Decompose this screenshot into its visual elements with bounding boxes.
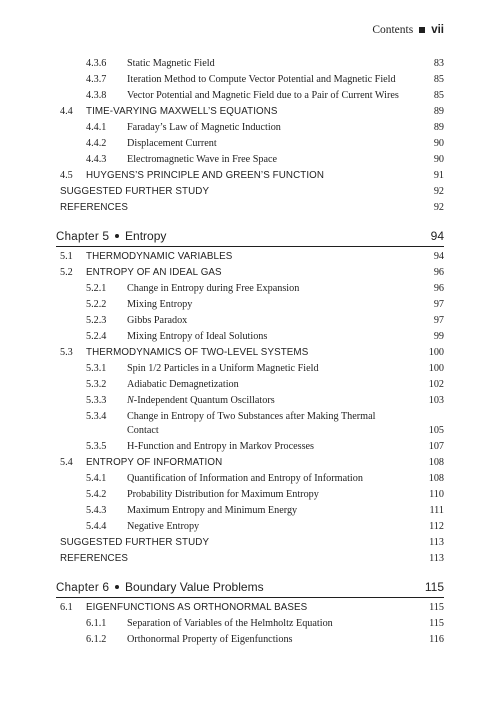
entry-title: Change in Entropy of Two Substances after Making Thermal Contact bbox=[127, 411, 376, 436]
toc-entry[interactable] bbox=[56, 265, 444, 281]
header-label: Contents bbox=[372, 24, 414, 36]
entry-page: 96 bbox=[433, 267, 444, 278]
toc-entry[interactable] bbox=[56, 377, 444, 393]
entry-number: 5.3.4 bbox=[86, 411, 107, 422]
entry-number: 6.1.1 bbox=[86, 618, 107, 629]
entry-title: Vector Potential and Magnetic Field due to a Pair of Current Wires bbox=[127, 90, 399, 101]
entry-number: 5.3.1 bbox=[86, 363, 107, 374]
entry-number: 5.3.3 bbox=[86, 395, 107, 406]
entry-page: 115 bbox=[429, 602, 444, 613]
toc-entry[interactable] bbox=[56, 72, 444, 88]
chapter-number: 6 bbox=[102, 580, 110, 594]
entry-number: 5.4.4 bbox=[86, 521, 107, 532]
chapter-page: 115 bbox=[424, 580, 444, 594]
entry-title: Negative Entropy bbox=[127, 521, 200, 532]
entry-page: 102 bbox=[428, 379, 444, 390]
entry-number: 5.2.2 bbox=[86, 299, 107, 310]
chapter-title: Entropy bbox=[125, 229, 167, 243]
toc-entry[interactable] bbox=[56, 152, 444, 168]
chapter-title: Boundary Value Problems bbox=[125, 580, 264, 594]
entry-title: Displacement Current bbox=[127, 138, 217, 149]
toc-entry[interactable] bbox=[56, 503, 444, 519]
chapter-number: 5 bbox=[102, 229, 110, 243]
chapter-label: Chapter bbox=[56, 231, 100, 243]
toc-entry[interactable] bbox=[56, 345, 444, 361]
entry-title: Quantification of Information and Entropy of Information bbox=[127, 473, 363, 484]
entry-number: 4.3.6 bbox=[86, 58, 107, 69]
entry-number: 4.4.2 bbox=[86, 138, 107, 149]
entry-number: 5.3.2 bbox=[86, 379, 107, 390]
toc-entry[interactable] bbox=[56, 249, 444, 265]
toc-entry[interactable] bbox=[56, 88, 444, 104]
entry-title: Orthonormal Property of Eigenfunctions bbox=[127, 634, 293, 645]
toc-entry[interactable] bbox=[56, 600, 444, 616]
entry-title: Gibbs Paradox bbox=[127, 315, 188, 326]
toc-entry[interactable] bbox=[56, 616, 444, 632]
entry-title: Change in Entropy during Free Expansion bbox=[127, 283, 300, 294]
toc-entry[interactable] bbox=[56, 487, 444, 503]
entry-number: 4.4 bbox=[60, 106, 73, 117]
entry-title: Faraday’s Law of Magnetic Induction bbox=[127, 122, 281, 133]
entry-number: 6.1 bbox=[60, 602, 73, 613]
entry-number: 5.3.5 bbox=[86, 441, 107, 452]
entry-page: 100 bbox=[428, 363, 444, 374]
entry-page: 92 bbox=[433, 186, 444, 197]
entry-page: 92 bbox=[433, 202, 444, 213]
entry-page: 112 bbox=[429, 521, 444, 532]
entry-title: HUYGENS’S PRINCIPLE AND GREEN’S FUNCTION bbox=[86, 170, 325, 181]
entry-number: 5.4 bbox=[60, 457, 73, 468]
toc-entry[interactable] bbox=[56, 184, 444, 200]
entry-title: REFERENCES bbox=[60, 553, 128, 564]
entry-page: 96 bbox=[433, 283, 444, 294]
entry-page: 111 bbox=[429, 505, 444, 516]
entry-page: 85 bbox=[433, 74, 444, 85]
header-page-number: vii bbox=[431, 24, 444, 36]
chapter-label: Chapter bbox=[56, 582, 100, 594]
entry-title: TIME-VARYING MAXWELL’S EQUATIONS bbox=[86, 106, 278, 117]
entry-title: SUGGESTED FURTHER STUDY bbox=[60, 186, 210, 197]
entry-number: 4.4.1 bbox=[86, 122, 107, 133]
entry-page: 115 bbox=[429, 618, 444, 629]
entry-page: 113 bbox=[429, 553, 444, 564]
toc-entry[interactable] bbox=[56, 120, 444, 136]
entry-page: 108 bbox=[428, 457, 444, 468]
chapter-heading-6[interactable] bbox=[56, 577, 444, 598]
entry-title: Electromagnetic Wave in Free Space bbox=[127, 154, 278, 165]
entry-number: 5.2.1 bbox=[86, 283, 107, 294]
entry-title: EIGENFUNCTIONS AS ORTHONORMAL BASES bbox=[86, 602, 308, 613]
entry-page: 116 bbox=[429, 634, 444, 645]
entry-page: 94 bbox=[433, 251, 444, 262]
entry-page: 108 bbox=[428, 473, 444, 484]
toc-entry[interactable] bbox=[56, 168, 444, 184]
entry-title: Mixing Entropy of Ideal Solutions bbox=[127, 331, 268, 342]
toc-entry[interactable] bbox=[56, 551, 444, 567]
entry-title: H-Function and Entropy in Markov Processes bbox=[127, 441, 315, 452]
toc-entry[interactable] bbox=[56, 361, 444, 377]
entry-page: 103 bbox=[428, 395, 444, 406]
entry-page: 107 bbox=[428, 441, 444, 452]
entry-page: 97 bbox=[433, 315, 444, 326]
entry-title: ENTROPY OF INFORMATION bbox=[86, 457, 223, 468]
chapter-page: 94 bbox=[430, 229, 444, 243]
toc-group-chapter6 bbox=[56, 600, 444, 648]
entry-title: Spin 1/2 Particles in a Uniform Magnetic Field bbox=[127, 363, 319, 374]
toc-entry[interactable] bbox=[56, 200, 444, 216]
entry-title: Iteration Method to Compute Vector Potential and Magnetic Field bbox=[127, 74, 396, 85]
entry-title: Adiabatic Demagnetization bbox=[127, 379, 239, 390]
toc-entry[interactable] bbox=[56, 519, 444, 535]
entry-page: 100 bbox=[428, 347, 444, 358]
entry-title: THERMODYNAMIC VARIABLES bbox=[86, 251, 233, 262]
entry-number: 5.2 bbox=[60, 267, 73, 278]
entry-page: 89 bbox=[433, 106, 444, 117]
entry-page: 90 bbox=[433, 138, 444, 149]
entry-number: 4.4.3 bbox=[86, 154, 107, 165]
toc-entry[interactable] bbox=[56, 393, 444, 409]
bullet-icon bbox=[115, 234, 119, 238]
toc-entry[interactable] bbox=[56, 535, 444, 551]
toc-entry[interactable] bbox=[56, 455, 444, 471]
running-header bbox=[372, 24, 444, 36]
entry-number: 5.4.1 bbox=[86, 473, 107, 484]
entry-page: 90 bbox=[433, 154, 444, 165]
toc-entry[interactable] bbox=[56, 439, 444, 455]
toc-entry[interactable] bbox=[56, 329, 444, 345]
chapter-heading-5[interactable] bbox=[56, 226, 444, 247]
toc-group-chapter4 bbox=[56, 56, 444, 216]
entry-title: ENTROPY OF AN IDEAL GAS bbox=[86, 267, 222, 278]
entry-number: 5.4.2 bbox=[86, 489, 107, 500]
square-bullet-icon bbox=[419, 27, 425, 33]
toc-entry[interactable] bbox=[56, 136, 444, 152]
entry-page: 91 bbox=[433, 170, 444, 181]
entry-title: N-Independent Quantum Oscillators bbox=[127, 395, 275, 406]
table-of-contents bbox=[56, 56, 444, 648]
entry-title: Separation of Variables of the Helmholtz Equation bbox=[127, 618, 333, 629]
toc-entry[interactable] bbox=[56, 281, 444, 297]
entry-page: 99 bbox=[433, 331, 444, 342]
entry-number: 6.1.2 bbox=[86, 634, 107, 645]
toc-entry[interactable] bbox=[56, 471, 444, 487]
entry-number: 5.2.4 bbox=[86, 331, 107, 342]
entry-title: Probability Distribution for Maximum Entropy bbox=[127, 489, 319, 500]
toc-entry[interactable] bbox=[56, 56, 444, 72]
entry-number: 5.2.3 bbox=[86, 315, 107, 326]
entry-page: 113 bbox=[429, 537, 444, 548]
entry-number: 4.3.7 bbox=[86, 74, 107, 85]
entry-title: THERMODYNAMICS OF TWO-LEVEL SYSTEMS bbox=[86, 347, 309, 358]
toc-entry[interactable] bbox=[56, 313, 444, 329]
entry-page: 89 bbox=[433, 122, 444, 133]
toc-entry[interactable] bbox=[56, 409, 444, 439]
entry-page: 105 bbox=[428, 425, 444, 436]
entry-title: Maximum Entropy and Minimum Energy bbox=[127, 505, 298, 516]
toc-entry[interactable] bbox=[56, 297, 444, 313]
toc-entry[interactable] bbox=[56, 632, 444, 648]
entry-title: Mixing Entropy bbox=[127, 299, 193, 310]
entry-title: REFERENCES bbox=[60, 202, 128, 213]
entry-number: 4.3.8 bbox=[86, 90, 107, 101]
entry-title: Static Magnetic Field bbox=[127, 58, 215, 69]
toc-group-chapter5 bbox=[56, 249, 444, 567]
entry-title: SUGGESTED FURTHER STUDY bbox=[60, 537, 210, 548]
entry-page: 97 bbox=[433, 299, 444, 310]
entry-page: 110 bbox=[429, 489, 444, 500]
bullet-icon bbox=[115, 585, 119, 589]
entry-number: 5.4.3 bbox=[86, 505, 107, 516]
entry-page: 83 bbox=[433, 58, 444, 69]
entry-number: 4.5 bbox=[60, 170, 73, 181]
toc-entry[interactable] bbox=[56, 104, 444, 120]
entry-number: 5.3 bbox=[60, 347, 73, 358]
entry-number: 5.1 bbox=[60, 251, 73, 262]
entry-page: 85 bbox=[433, 90, 444, 101]
